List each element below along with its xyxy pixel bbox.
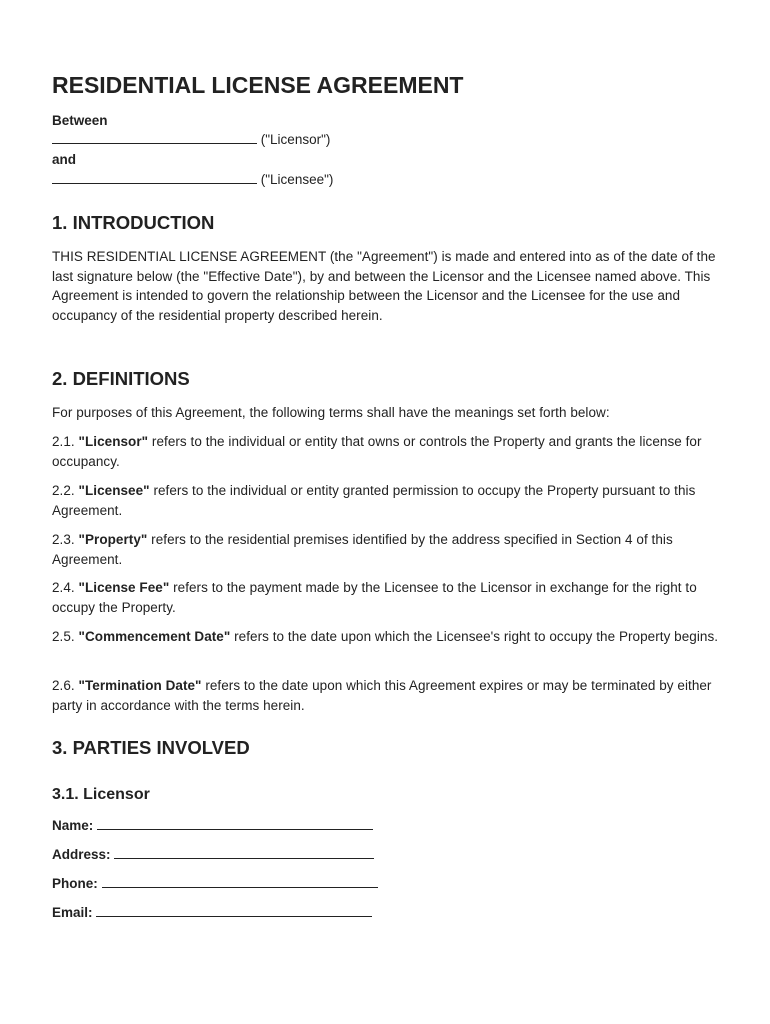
definition-item — [52, 481, 720, 520]
introduction-text: THIS RESIDENTIAL LICENSE AGREEMENT (the "Agreement") is made and entered into as of the date of the last signature below (the "Effective Date"), by and between the Licensor and the Licensee named above. This Agreement is intended to govern the relationship between the Licensor and the Licensee for the use and occupancy of the residential property described herein. — [52, 249, 716, 324]
licensee-party-line — [52, 172, 333, 187]
definition-term: "License Fee" — [78, 580, 170, 595]
definition-item — [52, 432, 720, 471]
licensor-phone-field — [52, 876, 378, 891]
definition-text: refers to the residential premises identified by the address specified in Section 4 of this Agreement. — [52, 532, 673, 567]
definition-text: refers to the date upon which the Licensee's right to occupy the Property begins. — [234, 629, 719, 644]
definition-text: refers to the date upon which this Agreement expires or may be terminated by either party in accordance with the terms herein. — [52, 678, 712, 713]
licensee-role: ("Licensee") — [260, 172, 334, 187]
phone-label: Phone: — [52, 876, 98, 891]
definition-term: "Commencement Date" — [78, 629, 231, 644]
address-blank[interactable] — [114, 847, 374, 859]
definition-number: 2.2. — [52, 483, 75, 498]
licensor-role: ("Licensor") — [260, 132, 331, 147]
definition-term: "Licensor" — [78, 434, 149, 449]
licensee-blank[interactable] — [52, 172, 257, 184]
definition-number: 2.4. — [52, 580, 75, 595]
definitions-intro: For purposes of this Agreement, the following terms shall have the meanings set forth below: — [52, 405, 610, 420]
licensor-subheading: 3.1. Licensor — [52, 786, 150, 803]
definition-item — [52, 578, 720, 617]
definition-number: 2.1. — [52, 434, 75, 449]
licensor-email-field — [52, 905, 372, 920]
definition-item — [52, 676, 720, 715]
licensor-address-field — [52, 847, 374, 862]
definition-number: 2.3. — [52, 532, 75, 547]
licensor-party-line — [52, 132, 330, 147]
definition-term: "Property" — [78, 532, 148, 547]
definition-text: refers to the individual or entity granted permission to occupy the Property pursuant to this Agreement. — [52, 483, 696, 518]
document-title: RESIDENTIAL LICENSE AGREEMENT — [52, 72, 464, 98]
definition-term: "Termination Date" — [78, 678, 202, 693]
email-blank[interactable] — [96, 905, 372, 917]
licensor-name-field — [52, 818, 373, 833]
definition-item — [52, 530, 720, 569]
email-label: Email: — [52, 905, 93, 920]
licensor-blank[interactable] — [52, 132, 257, 144]
definition-item — [52, 627, 720, 647]
parties-heading: 3. PARTIES INVOLVED — [52, 737, 250, 758]
address-label: Address: — [52, 847, 111, 862]
definition-text: refers to the payment made by the Licensee to the Licensor in exchange for the right to occupy the Property. — [52, 580, 697, 615]
name-label: Name: — [52, 818, 94, 833]
between-label: Between — [52, 113, 108, 128]
definition-number: 2.6. — [52, 678, 75, 693]
and-label: and — [52, 152, 77, 167]
name-blank[interactable] — [97, 818, 373, 830]
definition-text: refers to the individual or entity that owns or controls the Property and grants the license for occupancy. — [52, 434, 702, 469]
definition-term: "Licensee" — [78, 483, 150, 498]
definition-number: 2.5. — [52, 629, 75, 644]
introduction-heading: 1. INTRODUCTION — [52, 212, 215, 233]
phone-blank[interactable] — [102, 876, 378, 888]
definitions-heading: 2. DEFINITIONS — [52, 368, 190, 389]
